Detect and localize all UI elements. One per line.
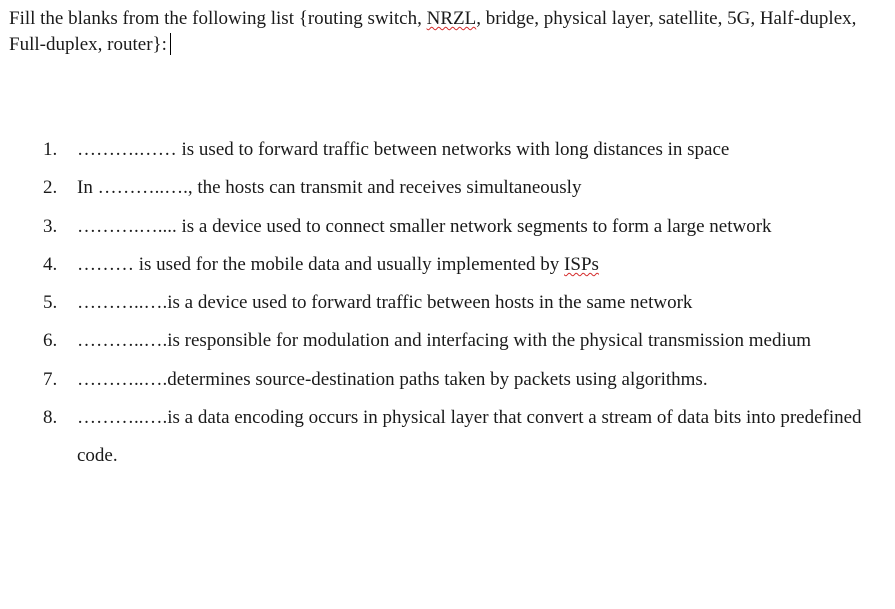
item-number: 7. xyxy=(43,368,58,390)
item-text: ………..….determines source-destination paths taken by packets using algorithms. xyxy=(77,368,708,390)
question-item xyxy=(0,169,877,207)
item-number: 3. xyxy=(43,215,58,237)
question-item xyxy=(0,284,877,322)
item-text: ……….…… is used to forward traffic between networks with long distances in space xyxy=(77,139,730,160)
question-item xyxy=(0,246,877,284)
item-text-before: ……… is used for the mobile data and usually implemented by xyxy=(77,253,565,275)
item-text: ………..….is a data encoding occurs in physical layer that convert a stream of data bits into predefined code. xyxy=(77,407,862,467)
item-number: 1. xyxy=(43,139,58,160)
question-item xyxy=(0,322,877,360)
item-text: ……….….... is a device used to connect smaller network segments to form a large network xyxy=(77,215,772,237)
item-text: ………..….is responsible for modulation and interfacing with the physical transmission medium xyxy=(77,330,812,352)
item-number: 5. xyxy=(43,292,58,314)
item-number: 8. xyxy=(43,407,58,429)
item-text: In ………..…., the hosts can transmit and receives simultaneously xyxy=(77,177,582,199)
question-item xyxy=(0,399,877,476)
item-text: ………..….is a device used to forward traffic between hosts in the same network xyxy=(77,292,693,314)
item-number: 2. xyxy=(43,177,58,199)
text-cursor xyxy=(170,33,171,55)
item-number: 6. xyxy=(43,330,58,352)
question-item xyxy=(0,208,877,246)
instructions-paragraph xyxy=(9,6,889,58)
question-list xyxy=(0,131,895,476)
instructions-text-start: Fill the blanks from the following list {routing switch, xyxy=(9,8,427,29)
item-number: 4. xyxy=(43,253,58,275)
question-item xyxy=(0,361,877,399)
spellcheck-word-nrzl: NRZL xyxy=(426,8,477,29)
instructions-text-end: , bridge, physical layer, satellite, 5G, Half-duplex, Full-duplex, router}: xyxy=(9,8,857,55)
question-item xyxy=(0,131,877,169)
spellcheck-word-isps: ISPs xyxy=(564,253,599,275)
